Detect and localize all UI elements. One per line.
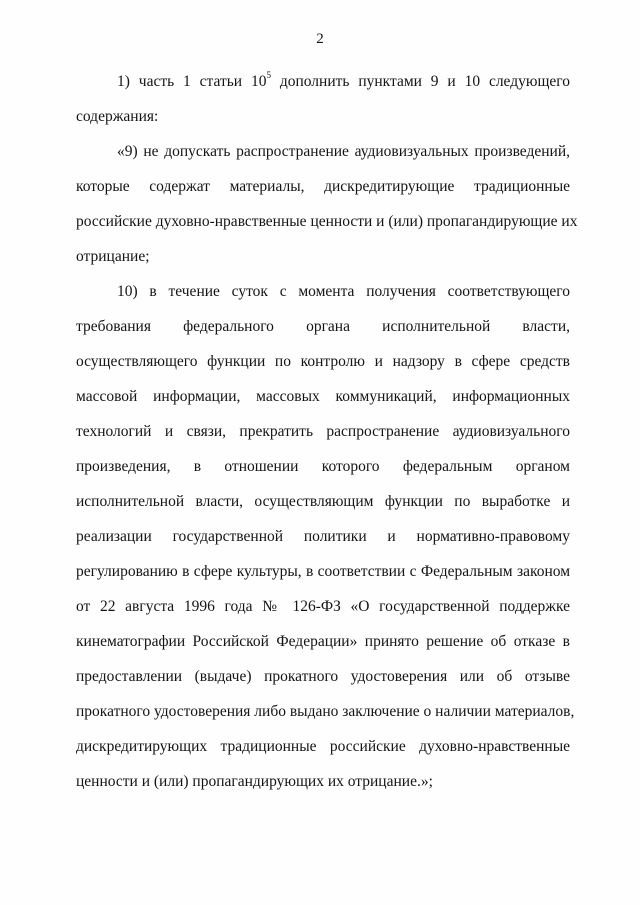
text-line: кинематографии Российской Федерации» принято решение об отказе в: [76, 633, 570, 650]
text-line: произведения, в отношении которого федеральным органом: [76, 458, 570, 475]
paragraph-2: [76, 134, 578, 274]
superscript: 5: [266, 69, 271, 80]
text-line: [76, 64, 570, 99]
text-line: предоставлении (выдаче) прокатного удостоверения или об отзыве: [76, 668, 570, 685]
text-line: отрицание;: [76, 248, 150, 265]
text-line: ценности и (или) пропагандирующих их отрицание.»;: [76, 773, 433, 790]
text-line: 10) в течение суток с момента получения соответствующего: [117, 283, 570, 300]
text-line: требования федерального органа исполнительной власти,: [76, 318, 570, 335]
page-number: 2: [316, 31, 324, 47]
text-line: регулированию в сфере культуры, в соответствии с Федеральным законом: [76, 563, 570, 580]
text-line: технологий и связи, прекратить распространение аудиовизуального: [76, 423, 570, 440]
text-line: массовой информации, массовых коммуникаций, информационных: [76, 388, 570, 405]
text-line: которые содержат материалы, дискредитирующие традиционные: [76, 178, 570, 195]
text-line: от 22 августа 1996 года № 126-ФЗ «О государственной поддержке: [76, 598, 570, 615]
text-line: дискредитирующих традиционные российские духовно-нравственные: [76, 738, 570, 755]
text-line: содержания:: [76, 108, 159, 125]
text-line: осуществляющего функции по контролю и надзору в сфере средств: [76, 353, 570, 370]
text-line: «9) не допускать распространение аудиовизуальных произведений,: [117, 143, 570, 160]
text-line: прокатного удостоверения либо выдано заключение о наличии материалов,: [76, 703, 575, 720]
text-line: российские духовно-нравственные ценности и (или) пропагандирующие их: [76, 213, 578, 230]
text-line: исполнительной власти, осуществляющим функции по выработке и: [76, 493, 570, 510]
document-body: [76, 64, 578, 799]
text-line: реализации государственной политики и нормативно-правовому: [76, 528, 570, 545]
text-line-continuation: дополнить пунктами 9 и 10 следующего: [270, 73, 570, 90]
paragraph-1: [76, 64, 570, 134]
text-line-main: 1) часть 1 статьи 10: [117, 73, 267, 90]
paragraph-3: [76, 274, 575, 799]
